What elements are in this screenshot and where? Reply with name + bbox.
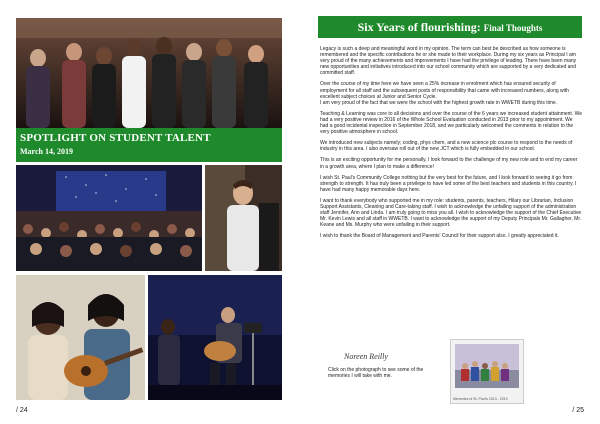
paragraph: We introduced new subjects namely; coding, phys chem, and a new science plc course to respond to the needs of industry in this area. I also oversaw roll out of the new JCT which is fully embedded in our school. xyxy=(320,140,573,153)
paragraph: Legacy is such a deep and meaningful word in my opinion. The term can best be described as how someone is remembered and the specific contributions he or she made to their workplace. During my six years as Principal I am very proud of the many achievements and improvements I have had the privilege of leading. There have been many new opportunities and initiatives introduced into our school community which are supported by a very dedicated and committed staff. xyxy=(320,46,577,77)
student-portrait-photo xyxy=(205,165,282,271)
header-title-main: Six Years of flourishing: xyxy=(357,20,481,34)
assembly-hall-photo xyxy=(16,165,202,271)
header-subtitle: Final Thoughts xyxy=(483,23,543,33)
article-body xyxy=(320,46,582,244)
paragraph: This is an exciting opportunity for me personally, I look forward to the challenge of my new role and to end my career in a growth area, where I plan to make a difference! xyxy=(320,157,578,170)
memories-thumbnail[interactable] xyxy=(450,339,524,404)
header-title xyxy=(318,20,582,35)
spotlight-date: March 14, 2019 xyxy=(20,147,73,156)
student-portrait-art xyxy=(205,165,282,271)
spotlight-title: SPOTLIGHT ON STUDENT TALENT xyxy=(20,132,211,144)
click-instruction: Click on the photograph to see some of the memories I will take with me. xyxy=(328,367,424,379)
group-photo-art xyxy=(16,18,282,128)
signature: Noreen Reilly xyxy=(344,352,388,361)
paragraph: I wish to thank the Board of Management and Parents' Council for their support also. I greatly appreciated it. xyxy=(320,233,559,240)
stage-performance-photo xyxy=(148,275,282,400)
girls-guitar-photo xyxy=(16,275,145,400)
memories-thumbnail-art xyxy=(451,340,523,390)
stage-performance-art xyxy=(148,275,282,400)
right-page xyxy=(300,0,600,424)
paragraph: Over the course of my time here we have seen a 25% increase in enrolment which has ensured security of employment for all staff and the subsequent posts of responsibility that came with increased numbers, along with excellent subject choices at Junior and Senior Cycle. I am very proud of the fact that we were the school with the highest growth rate in WWETB during this time. xyxy=(320,81,569,106)
spotlight-banner xyxy=(16,128,282,162)
thumbnail-caption: Memories of St. Paul's 2013 - 2019 xyxy=(453,397,508,401)
paragraph: Teaching & Learning was core to all decisions and over the course of the 6 years we increased student attainment. We had a very positive review in 2016 of the Whole School Evaluation conducted in 2013 prior to my appointment. We had a good incidental inspection in September 2018, and we particularly welcomed the comments in relation to the very positive atmosphere in school. xyxy=(320,110,583,136)
final-thoughts-header xyxy=(318,16,582,38)
paragraph: I wish St. Paul's Community College nothing but the very best for the future, and I look forward to seeing it go from strength to strength. It has truly been a privilege to have led some of the best teachers and students in this country. I have had many happy memorable days here. xyxy=(320,174,577,193)
assembly-hall-art xyxy=(16,165,202,271)
left-page-number: / 24 xyxy=(16,407,28,414)
right-page-number: / 25 xyxy=(572,407,584,414)
paragraph: I want to thank everybody who supported me in my role: students, parents, teachers, Hilary our Librarian, Inclusion Support Assistants, Cleaning and Care-taking staff. I wish to acknowledge the unfailing support of the administration staff Jennifer, Ann and Linda. I am truly going to miss you all. I wish to acknowledge the support of the Chief Executive Mr. Kevin Lewis and all staff in WWETB. I want to acknowledge the support of my Deputy Principals Mr. Gallagher, Mr. Keane and Ms. Murphy who were unfailing in their support. xyxy=(320,197,582,229)
girls-guitar-art xyxy=(16,275,145,400)
group-photo-award xyxy=(16,18,282,128)
